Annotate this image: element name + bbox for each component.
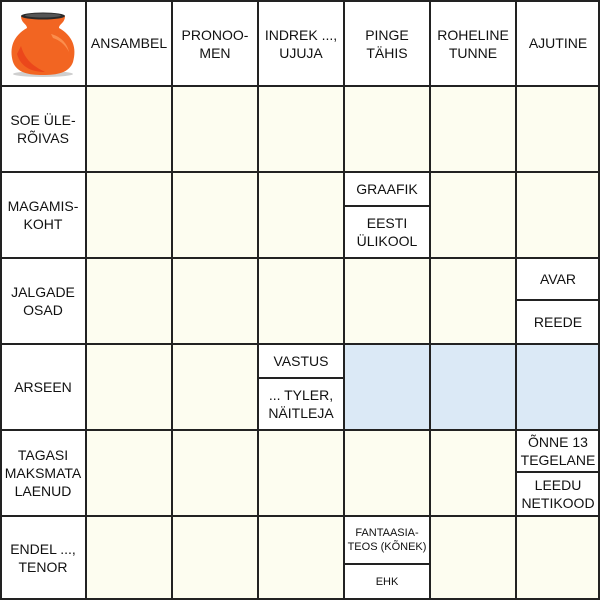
answer-cell[interactable] [86, 430, 172, 516]
grid-line [0, 0, 600, 2]
grid-line [429, 0, 431, 600]
highlighted-answer-cell[interactable] [516, 344, 600, 430]
answer-cell[interactable] [172, 430, 258, 516]
grid-line [0, 257, 600, 259]
row-header: TAGASI MAKSMATA LAENUD [4, 447, 82, 499]
answer-cell[interactable] [516, 86, 600, 172]
corner-image [0, 0, 86, 86]
grid-line [171, 0, 173, 600]
column-header: ROHELINE TUNNE [437, 27, 509, 61]
answer-cell[interactable] [86, 172, 172, 258]
grid-line [0, 429, 600, 431]
clue-cell-tyler: ... TYLER, NÄITLEJA [258, 378, 344, 430]
grid-line [343, 0, 345, 600]
clue-divider [344, 563, 430, 565]
row-header: SOE ÜLE- RÕIVAS [10, 112, 76, 146]
answer-cell[interactable] [172, 344, 258, 430]
answer-cell[interactable] [86, 344, 172, 430]
clue-cell-reede: REEDE [516, 300, 600, 344]
answer-cell[interactable] [172, 516, 258, 600]
answer-cell[interactable] [86, 516, 172, 600]
answer-cell[interactable] [172, 172, 258, 258]
answer-cell[interactable] [258, 172, 344, 258]
column-header: INDREK ..., UJUJA [264, 27, 338, 61]
answer-cell[interactable] [86, 258, 172, 344]
clue-divider [258, 377, 344, 379]
grid-line [0, 0, 2, 600]
answer-cell[interactable] [430, 86, 516, 172]
answer-cell[interactable] [172, 258, 258, 344]
clue-cell-leedu: LEEDU NETIKOOD [516, 472, 600, 516]
clue-cell-graafik: GRAAFIK [344, 172, 430, 206]
grid-line [0, 343, 600, 345]
answer-cell[interactable] [430, 258, 516, 344]
answer-cell[interactable] [258, 258, 344, 344]
clay-pot-icon [7, 10, 79, 78]
highlighted-answer-cell[interactable] [430, 344, 516, 430]
answer-cell[interactable] [172, 86, 258, 172]
column-header: PRONOO- MEN [181, 27, 249, 61]
row-header: MAGAMIS- KOHT [7, 198, 79, 232]
answer-cell[interactable] [258, 516, 344, 600]
clue-cell-ehk: EHK [344, 564, 430, 600]
answer-cell[interactable] [344, 86, 430, 172]
answer-cell[interactable] [430, 172, 516, 258]
column-header: ANSAMBEL [90, 35, 168, 51]
grid-line [0, 85, 600, 87]
answer-cell[interactable] [430, 430, 516, 516]
clue-divider [344, 205, 430, 207]
clue-cell-eesti-ulikool: EESTI ÜLIKOOL [344, 206, 430, 258]
highlighted-answer-cell[interactable] [344, 344, 430, 430]
answer-cell[interactable] [344, 258, 430, 344]
row-header: ENDEL ..., TENOR [10, 541, 76, 575]
row-header: ARSEEN [14, 379, 72, 395]
column-header: AJUTINE [528, 35, 588, 51]
clue-divider [516, 299, 600, 301]
grid-line [85, 0, 87, 600]
row-header: JALGADE OSAD [11, 284, 75, 318]
clue-cell-onne13: ÕNNE 13 TEGELANE [516, 430, 600, 472]
answer-cell[interactable] [430, 516, 516, 600]
answer-cell[interactable] [258, 86, 344, 172]
column-header: PINGE TÄHIS [365, 27, 409, 61]
grid-line [257, 0, 259, 600]
answer-cell[interactable] [516, 172, 600, 258]
clue-cell-fantaasiateos: FANTAASIA- TEOS (KÕNEK) [344, 516, 430, 564]
clue-divider [516, 471, 600, 473]
clue-cell-avar: AVAR [516, 258, 600, 300]
grid-line [0, 515, 600, 517]
answer-cell[interactable] [258, 430, 344, 516]
answer-cell[interactable] [86, 86, 172, 172]
grid-line [0, 171, 600, 173]
clue-cell-vastus: VASTUS [258, 344, 344, 378]
answer-cell[interactable] [516, 516, 600, 600]
answer-cell[interactable] [344, 430, 430, 516]
